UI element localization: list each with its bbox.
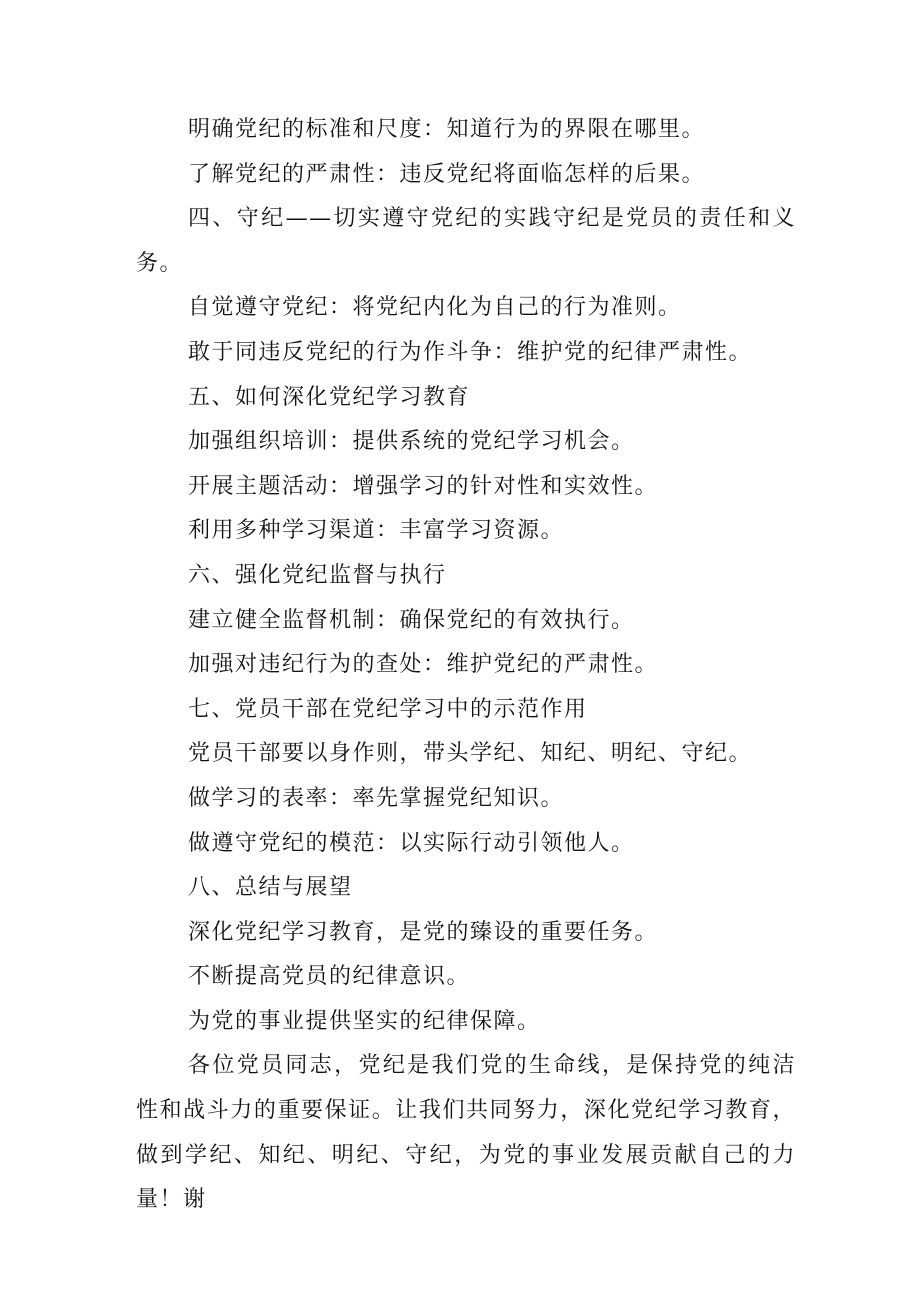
- paragraph: 为党的事业提供坚实的纪律保障。: [188, 1008, 541, 1034]
- section-heading: 八、总结与展望: [188, 875, 353, 901]
- document-body: [136, 108, 796, 1223]
- paragraph: 党员干部要以身作则，带头学纪、知纪、明纪、守纪。: [188, 741, 753, 767]
- paragraph: 开展主题活动：增强学习的针对性和实效性。: [188, 473, 659, 499]
- paragraph: 自觉遵守党纪：将党纪内化为自己的行为准则。: [188, 295, 682, 321]
- section-heading: 六、强化党纪监督与执行: [188, 562, 447, 588]
- paragraph: 敢于同违反党纪的行为作斗争：维护党的纪律严肃性。: [188, 339, 753, 365]
- section-heading: 五、如何深化党纪学习教育: [188, 384, 471, 410]
- paragraph: 利用多种学习渠道：丰富学习资源。: [188, 518, 565, 544]
- paragraph: 明确党纪的标准和尺度：知道行为的界限在哪里。: [188, 117, 706, 142]
- paragraph: 不断提高党员的纪律意识。: [188, 964, 471, 990]
- section-heading: 七、党员干部在党纪学习中的示范作用: [188, 696, 588, 722]
- section-heading: 四、守纪——切实遵守党纪的实践守纪是党员的责任和义务。: [136, 206, 796, 276]
- paragraph: 建立健全监督机制：确保党纪的有效执行。: [188, 607, 635, 633]
- paragraph: 了解党纪的严肃性：违反党纪将面临怎样的后果。: [188, 161, 706, 187]
- paragraph: 加强对违纪行为的查处：维护党纪的严肃性。: [188, 652, 659, 678]
- paragraph: 深化党纪学习教育，是党的臻设的重要任务。: [188, 919, 659, 945]
- paragraph: 加强组织培训：提供系统的党纪学习机会。: [188, 429, 635, 455]
- paragraph: 做学习的表率：率先掌握党纪知识。: [188, 785, 565, 811]
- paragraph: 做遵守党纪的模范：以实际行动引领他人。: [188, 830, 635, 856]
- closing-paragraph: 各位党员同志，党纪是我们党的生命线，是保持党的纯洁性和战斗力的重要保证。让我们共同努力，深化党纪学习教育，做到学纪、知纪、明纪、守纪，为党的事业发展贡献自己的力量！谢: [136, 1053, 796, 1213]
